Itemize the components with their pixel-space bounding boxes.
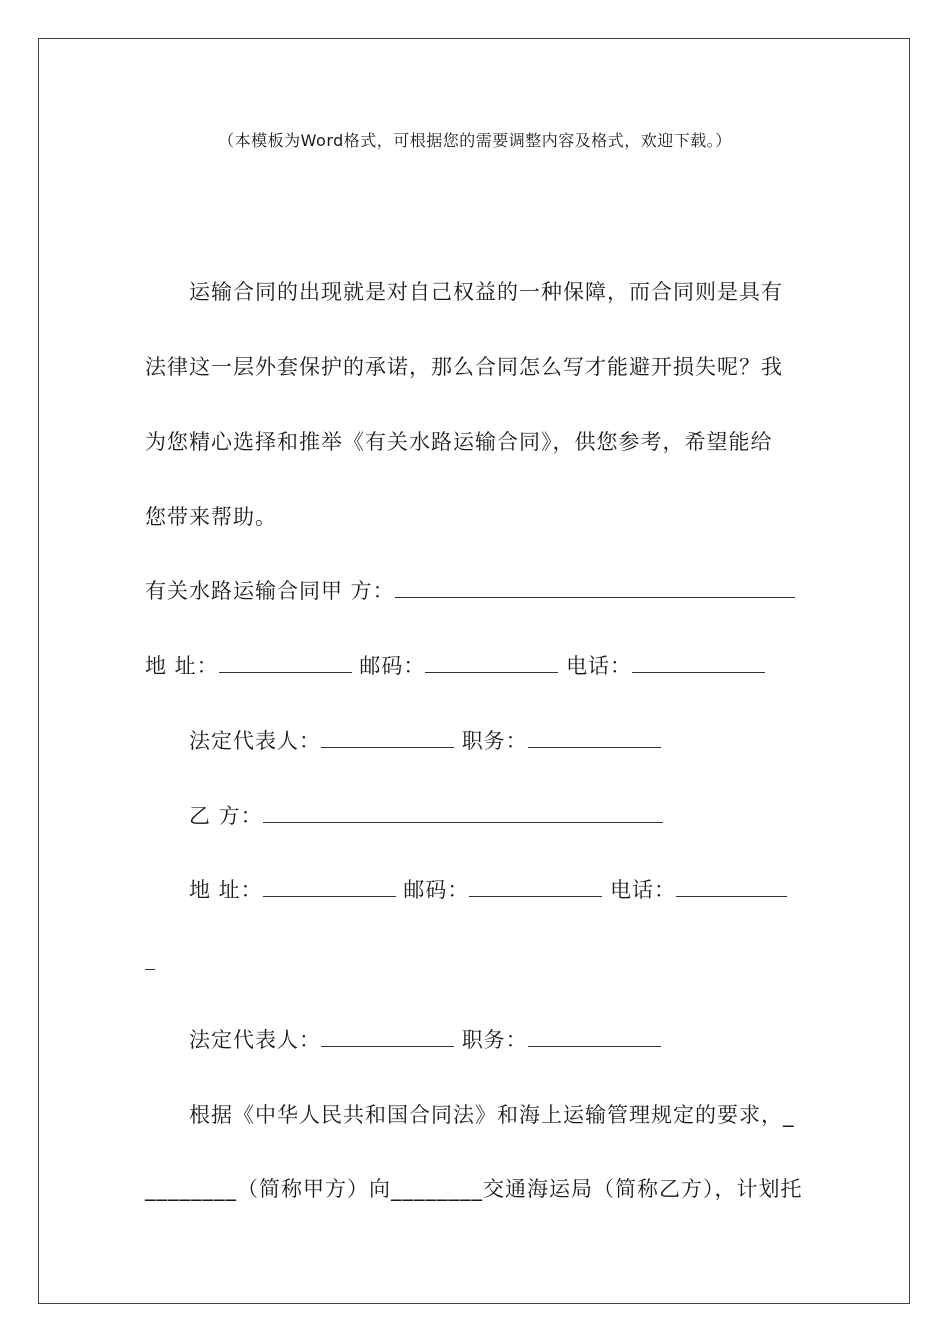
party-a-postcode-label: 邮码： — [359, 654, 426, 678]
party-a-rep-row — [189, 725, 661, 755]
party-a-phone-blank[interactable] — [632, 652, 765, 673]
party-a-blank[interactable] — [395, 577, 795, 598]
party-b-blank[interactable] — [263, 802, 663, 823]
party-b-rep-row — [189, 1024, 661, 1054]
party-a-rep-label: 法定代表人： — [189, 729, 321, 753]
party-b-position-label: 职务： — [461, 1028, 528, 1052]
party-b-label: 乙 方： — [189, 804, 263, 828]
party-b-phone-label: 电话： — [610, 878, 677, 902]
party-b-postcode-blank[interactable] — [469, 876, 602, 897]
party-a-rep-blank[interactable] — [321, 727, 454, 748]
party-b-rep-blank[interactable] — [321, 1026, 454, 1047]
party-a-position-label: 职务： — [461, 729, 528, 753]
intro-line-3: 为您精心选择和推举《有关水路运输合同》，供您参考，希望能给 — [145, 430, 773, 454]
party-b-phone-blank-continued[interactable] — [145, 949, 155, 970]
party-a-phone-label: 电话： — [566, 654, 633, 678]
party-b-phone-blank[interactable] — [676, 876, 787, 897]
party-b-phone-blank-wrap — [145, 949, 155, 975]
party-b-address-label: 地 址： — [189, 878, 263, 902]
party-a-postcode-blank[interactable] — [425, 652, 558, 673]
party-b-postcode-label: 邮码： — [403, 878, 470, 902]
intro-line-2: 法律这一层外套保护的承诺，那么合同怎么写才能避开损失呢？我 — [145, 355, 783, 379]
party-a-contact-row — [145, 650, 765, 680]
party-a-address-blank[interactable] — [219, 652, 352, 673]
party-a-label: 有关水路运输合同甲 方： — [145, 579, 395, 603]
party-b-address-blank[interactable] — [263, 876, 396, 897]
template-note: （本模板为Word格式，可根据您的需要调整内容及格式，欢迎下载。） — [218, 131, 732, 150]
party-b-position-blank[interactable] — [528, 1026, 661, 1047]
party-a-row — [145, 575, 795, 605]
intro-line-4: 您带来帮助。 — [145, 505, 277, 529]
party-b-contact-row — [189, 874, 787, 904]
basis-line-2: ________（简称甲方）向________交通海运局（简称乙方），计划托 — [145, 1177, 803, 1201]
party-b-row — [189, 800, 663, 830]
party-b-rep-label: 法定代表人： — [189, 1028, 321, 1052]
party-a-position-blank[interactable] — [528, 727, 661, 748]
basis-line-1: 根据《中华人民共和国合同法》和海上运输管理规定的要求，_ — [189, 1103, 795, 1127]
party-a-address-label: 地 址： — [145, 654, 219, 678]
intro-line-1: 运输合同的出现就是对自己权益的一种保障，而合同则是具有 — [189, 280, 783, 304]
